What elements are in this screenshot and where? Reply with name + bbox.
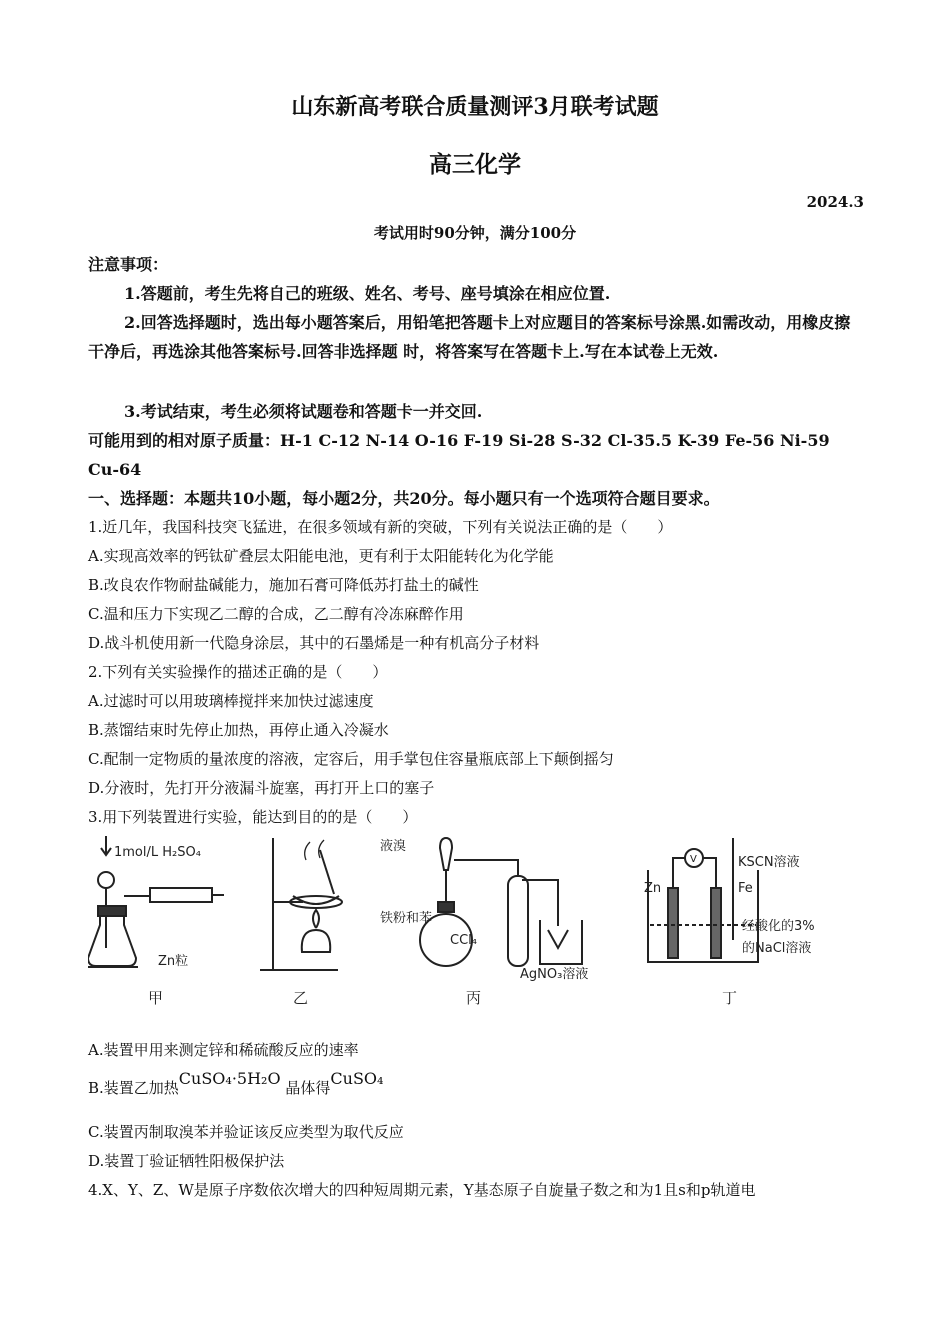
label-v: V [690,854,697,865]
q3-option-b-prefix: B.装置乙加热 [88,1079,179,1097]
label-bing: 丙 [466,989,482,1007]
exam-date: 2024.3 [806,193,864,211]
q3-option-d: D.装置丁验证牺牲阳极保护法 [88,1152,285,1170]
label-zn: Zn [644,881,662,896]
q1-option-b: B.改良农作物耐盐碱能力，施加石膏可降低苏打盐土的碱性 [88,576,479,594]
yi-lamp [302,930,330,952]
notice-item-3: 3.考试结束，考生必须将试题卷和答题卡一并交回. [124,402,483,421]
yi-flame [313,910,319,928]
bing-delivery-tube-1 [454,860,518,876]
q2-option-a: A.过滤时可以用玻璃棒搅拌来加快过滤速度 [88,692,374,710]
label-agno3: AgNO₃溶液 [520,967,589,982]
q3-apparatus-figure [88,830,868,1010]
q3-option-b-middle: 晶体得 [285,1079,331,1097]
q3-formula-cuso4: CuSO₄ [330,1069,384,1088]
bing-inverted-funnel [548,930,568,948]
label-liquid-br: 液溴 [380,839,407,854]
q2-stem: 2.下列有关实验操作的描述正确的是（ ） [88,663,388,681]
atomic-masses: 可能用到的相对原子质量：H-1 C-12 N-14 O-16 F-19 Si-28 S-32 Cl-35.5 K-39 Fe-56 Ni-59 Cu-64 [88,431,830,479]
label-ding: 丁 [722,989,738,1007]
yi-steam [305,840,324,860]
label-yi: 乙 [293,989,309,1007]
section-heading: 一、选择题：本题共10小题，每小题2分，共20分。每小题只有一个选项符合题目要求。 [88,489,720,508]
bing-stopper [438,902,454,912]
bing-dropping-funnel [440,838,452,870]
label-zn-grain: Zn粒 [158,954,189,969]
notice-heading: 注意事项： [88,255,169,274]
subject-title: 高三化学 [429,151,521,178]
yi-glass-rod [320,850,334,894]
label-fe-powder: 铁粉和苯 [380,911,433,926]
q3-formula-cuso4-5h2o: CuSO₄·5H₂O [178,1069,281,1088]
q2-option-c: C.配制一定物质的量浓度的溶液，定容后，用手掌包住容量瓶底部上下颠倒摇匀 [88,750,614,768]
q1-option-d: D.战斗机使用新一代隐身涂层，其中的石墨烯是一种有机高分子材料 [88,634,540,652]
q1-stem: 1.近几年，我国科技突飞猛进，在很多领域有新的突破，下列有关说法正确的是（ ） [88,518,673,536]
q3-option-a: A.装置甲用来测定锌和稀硫酸反应的速率 [88,1041,359,1059]
apparatus-svg [88,830,868,1010]
q2-option-d: D.分液时，先打开分液漏斗旋塞，再打开上口的塞子 [88,779,435,797]
ding-fe-electrode [711,888,721,958]
exam-duration: 考试用时90分钟，满分100分 [373,224,577,242]
jia-funnel-bulb [98,872,114,888]
q3-stem: 3.用下列装置进行实验，能达到目的的是（ ） [88,808,418,826]
q1-option-c: C.温和压力下实现乙二醇的合成，乙二醇有冷冻麻醉作用 [88,605,464,623]
label-fe: Fe [738,881,753,896]
notice-item-1: 1.答题前，考生先将自己的班级、姓名、考号、座号填涂在相应位置. [124,284,611,303]
label-nacl-2: 的NaCl溶液 [742,941,812,956]
q2-option-b: B.蒸馏结束时先停止加热，再停止通入冷凝水 [88,721,389,739]
label-ccl4: CCl₄ [450,933,477,948]
q1-option-a: A.实现高效率的钙钛矿叠层太阳能电池，更有利于太阳能转化为化学能 [88,547,554,565]
q4-stem: 4.X、Y、Z、W是原子序数依次增大的四种短周期元素，Y基态原子自旋量子数之和为1且s和p轨道电 [88,1181,756,1199]
notice-item-2: 2.回答选择题时，选出每小题答案后，用铅笔把答题卡上对应题目的答案标号涂黑.如需改动，用橡皮擦干净后，再选涂其他答案标号.回答非选择题 时，将答案写在答题卡上.写在本试卷上无效. [88,313,851,361]
exam-title: 山东新高考联合质量测评3月联考试题 [291,94,659,120]
label-jia: 甲 [148,989,164,1007]
label-nacl-1: 经酸化的3% [742,919,815,934]
q3-option-c: C.装置丙制取溴苯并验证该反应类型为取代反应 [88,1123,404,1141]
jia-syringe-barrel [150,888,212,902]
jia-stopper [98,906,126,916]
q3-option-b [88,1069,868,1098]
bing-test-tube [508,876,528,966]
label-acid: 1mol/L H₂SO₄ [114,845,201,860]
label-kscn: KSCN溶液 [738,855,800,870]
ding-zn-electrode [668,888,678,958]
